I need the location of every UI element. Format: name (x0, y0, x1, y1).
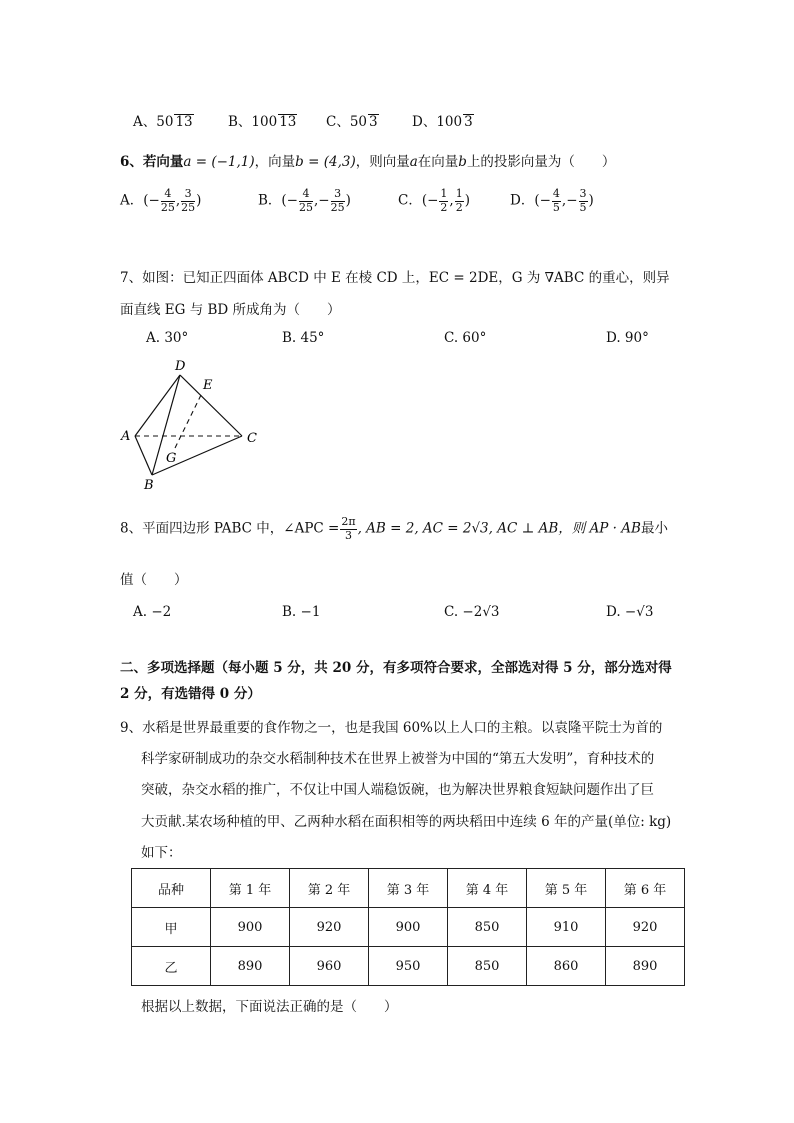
q6-option-a: A．(− $\frac{4}{25}$ , $\frac{3}{25}$ ) (120, 187, 202, 214)
label-c: C (247, 431, 257, 446)
table-cell: 910 (527, 908, 606, 947)
q7-stem-line1: 7、如图：已知正四面体 ABCD 中 E 在棱 CD 上，EC = 2DE，G 为 ∇ABC 的重心，则异 (120, 270, 670, 286)
table-cell: 920 (290, 908, 369, 947)
fraction: $\frac{1}{2}$ (455, 187, 463, 214)
table-cell: 850 (448, 908, 527, 947)
table-cell: 品种 (132, 869, 211, 908)
q6-stem: 6、若向量a = (−1,1)，向量b = (4,3)，则向量a在向量b上的投影向量为（ ） (120, 154, 616, 170)
table-cell: 第 3 年 (369, 869, 448, 908)
q8-option-d: D. −√3 (606, 604, 654, 620)
q8-option-a: A. −2 (133, 604, 172, 620)
q6-option-d: D．(− $\frac{4}{5}$ ,− $\frac{3}{5}$ ) (510, 187, 594, 214)
q8-stem-line2: 值（ ） (120, 572, 188, 588)
q8-option-c: C. −2√3 (444, 604, 500, 620)
q6-option-b: B．(− $\frac{4}{25}$ ,− $\frac{3}{25}$ ) (258, 187, 351, 214)
table-cell: 甲 (132, 908, 211, 947)
section2-heading-line1: 二、多项选择题（每小题 5 分，共 20 分，有多项符合要求，全部选对得 5 分，部分选对得 (120, 660, 672, 676)
table-cell: 950 (369, 947, 448, 986)
fraction: $\frac{3}{25}$ (330, 187, 345, 214)
edge-da (135, 375, 180, 436)
yield-table (131, 868, 685, 986)
section2-heading-line2: 2 分，有选错得 0 分） (120, 686, 261, 702)
fraction: $\frac{3}{5}$ (579, 187, 587, 214)
table-cell: 960 (290, 947, 369, 986)
q5-option-c: C、50 3 (326, 114, 378, 130)
table-cell: 乙 (132, 947, 211, 986)
table-cell: 第 2 年 (290, 869, 369, 908)
fraction: $\frac{4}{25}$ (160, 187, 175, 214)
label-a: A (121, 429, 131, 444)
q7-option-a: A. 30° (146, 330, 189, 346)
q9-after: 根据以上数据，下面说法正确的是（ ） (141, 999, 398, 1015)
fraction: $\frac{1}{2}$ (440, 187, 448, 214)
q7-option-d: D. 90° (606, 330, 649, 346)
table-cell: 850 (448, 947, 527, 986)
label-d: D (175, 359, 186, 374)
table-row (132, 947, 685, 986)
q5-option-a: A、50 13 (133, 114, 193, 130)
table-cell: 第 5 年 (527, 869, 606, 908)
fraction: $\frac{4}{5}$ (552, 187, 560, 214)
q8-option-b: B. −1 (282, 604, 321, 620)
table-cell: 第 1 年 (211, 869, 290, 908)
q6-option-c: C．(− $\frac{1}{2}$ , $\frac{1}{2}$ ) (398, 187, 470, 214)
q9-line1: 9、水稻是世界最重要的食作物之一，也是我国 60%以上人口的主粮。以袁隆平院士为首的 (120, 720, 663, 736)
q8-fraction: $\frac{2\pi}{3}$ (341, 515, 356, 542)
q9-line4: 大贡献.某农场种植的甲、乙两种水稻在面积相等的两块稻田中连续 6 年的产量(单位: kg) (141, 814, 672, 830)
table-cell: 890 (211, 947, 290, 986)
table-cell: 860 (527, 947, 606, 986)
table-cell: 920 (606, 908, 685, 947)
label-e: E (203, 378, 213, 393)
q5-option-b: B、100 13 (228, 114, 297, 130)
fraction: $\frac{4}{25}$ (299, 187, 313, 214)
table-row (132, 908, 685, 947)
label-g: G (166, 451, 177, 466)
q8-stem-line1: 8、平面四边形 PABC 中，∠APC = $\frac{2\pi}{3}$ , AB = 2, AC = 2√3, AC ⊥ AB，则 AP · AB最小 (120, 515, 668, 542)
segment-eg (175, 395, 201, 448)
q9-line2: 科学家研制成功的杂交水稻制种技术在世界上被誉为中国的“第五大发明”，育种技术的 (141, 751, 655, 767)
table-cell: 890 (606, 947, 685, 986)
edge-ab (135, 436, 152, 475)
table-cell: 第 6 年 (606, 869, 685, 908)
q9-line5: 如下： (141, 845, 182, 861)
tetrahedron-figure (115, 355, 275, 495)
table-cell: 900 (211, 908, 290, 947)
q9-line3: 突破，杂交水稻的推广，不仅让中国人端稳饭碗，也为解决世界粮食短缺问题作出了巨 (141, 782, 654, 798)
table-cell: 第 4 年 (448, 869, 527, 908)
q7-option-b: B. 45° (282, 330, 325, 346)
label-b: B (144, 478, 154, 493)
q7-stem-line2: 面直线 EG 与 BD 所成角为（ ） (120, 302, 341, 318)
q7-option-c: C. 60° (444, 330, 487, 346)
fraction: $\frac{3}{25}$ (181, 187, 196, 214)
table-header-row (132, 869, 685, 908)
q5-option-d: D、100 3 (412, 114, 473, 130)
table-cell: 900 (369, 908, 448, 947)
